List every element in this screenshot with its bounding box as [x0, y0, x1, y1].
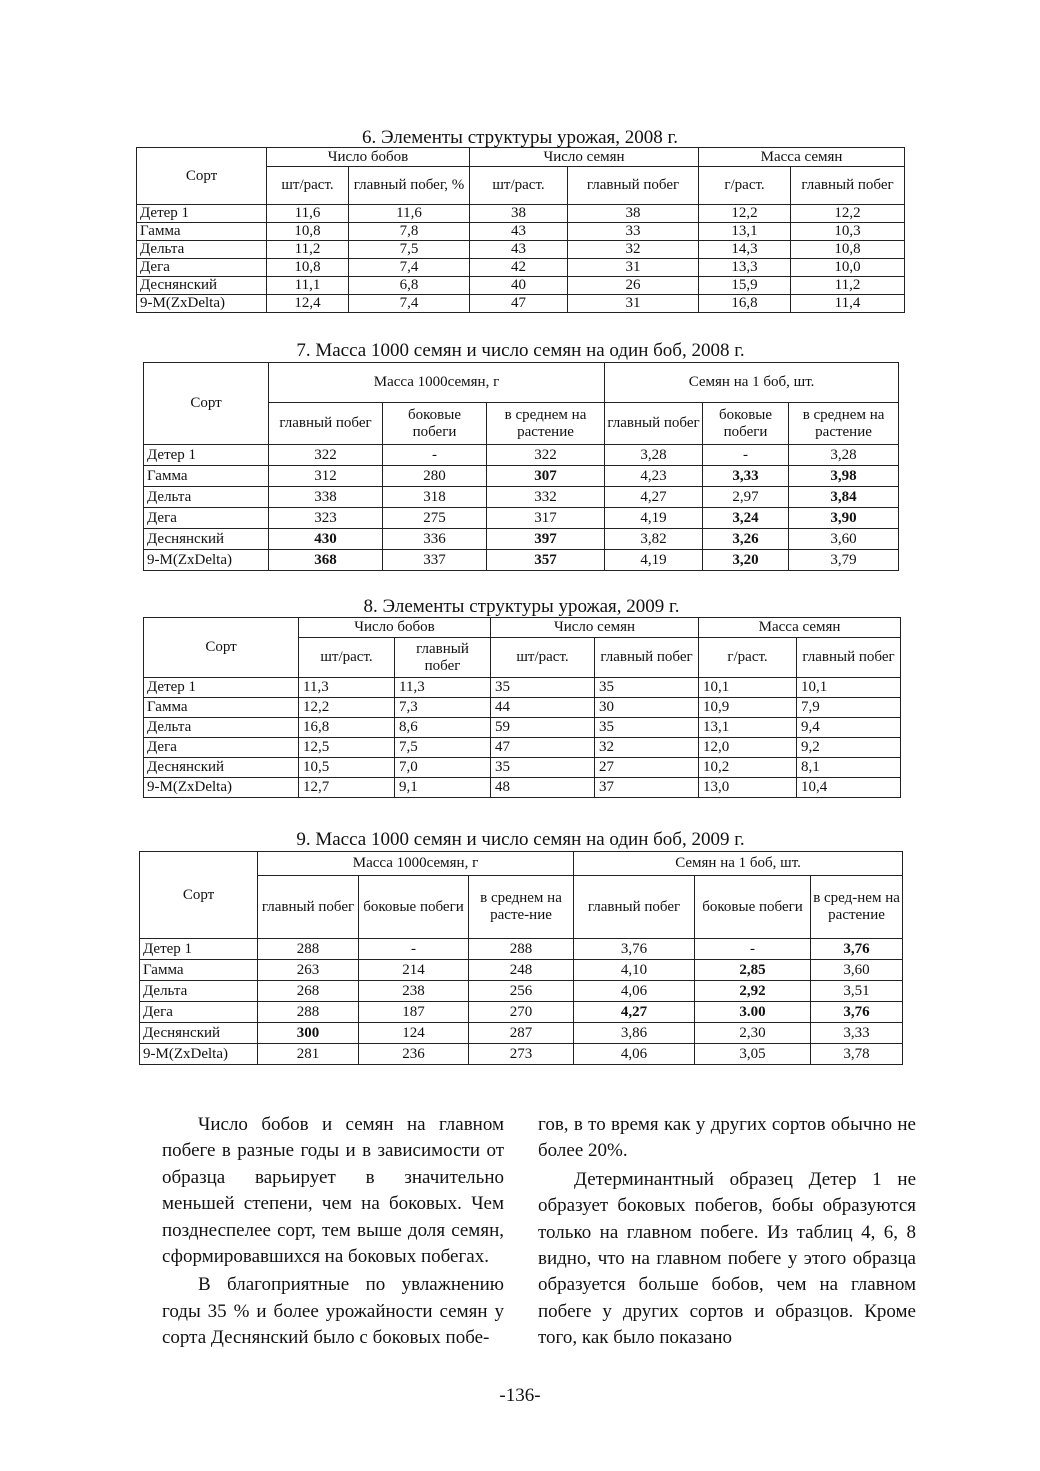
table-cell: 3,76 [811, 1002, 903, 1023]
table-row [137, 223, 905, 241]
table-row [144, 678, 901, 698]
table-cell: 318 [383, 487, 487, 508]
table-cell: 2,30 [695, 1023, 811, 1044]
table-cell: 9,1 [395, 778, 491, 798]
table-cell: 3,86 [574, 1023, 695, 1044]
table-cell: 323 [269, 508, 383, 529]
table9 [139, 851, 903, 1065]
table-cell: 3,33 [811, 1023, 903, 1044]
table-cell: 4,19 [605, 508, 703, 529]
row-label: Детер 1 [137, 205, 267, 223]
table-cell: 7,4 [349, 259, 470, 277]
table-cell: 12,7 [299, 778, 395, 798]
header-mass: Масса семян [699, 618, 901, 638]
table-row [137, 295, 905, 313]
table6-caption: 6. Элементы структуры урожая, 2008 г. [362, 127, 678, 148]
table-cell: 12,0 [699, 738, 797, 758]
table-cell: 12,4 [267, 295, 349, 313]
table8-caption: 8. Элементы структуры урожая, 2009 г. [363, 596, 680, 617]
table-cell: 2,85 [695, 960, 811, 981]
subheader: г/раст. [699, 167, 791, 205]
subheader: г/раст. [699, 638, 797, 678]
table-row [140, 1044, 903, 1065]
table-row [144, 445, 899, 466]
table-cell: 10,1 [797, 678, 901, 698]
header-seeds-per-pod: Семян на 1 боб, шт. [574, 852, 903, 876]
table-cell: 3,05 [695, 1044, 811, 1065]
table-cell: 7,3 [395, 698, 491, 718]
table-cell: 214 [359, 960, 469, 981]
table-cell: 288 [469, 939, 574, 960]
table-row [140, 981, 903, 1002]
table-cell: 4,06 [574, 1044, 695, 1065]
table-cell: 338 [269, 487, 383, 508]
table-cell: 9,2 [797, 738, 901, 758]
table-cell: - [695, 939, 811, 960]
table6 [136, 147, 905, 313]
table-cell: 43 [470, 241, 568, 259]
subheader: главный побег [791, 167, 905, 205]
table-cell: 270 [469, 1002, 574, 1023]
row-label: Деснянский [137, 277, 267, 295]
table-cell: 33 [568, 223, 699, 241]
table-cell: 357 [487, 550, 605, 571]
table-cell: 3,76 [574, 939, 695, 960]
row-label: 9-M(ZxDelta) [144, 550, 269, 571]
header-seeds: Число семян [470, 148, 699, 167]
header-pods: Число бобов [299, 618, 491, 638]
table-cell: - [703, 445, 789, 466]
table-cell: 187 [359, 1002, 469, 1023]
row-label: Деснянский [144, 758, 299, 778]
table-cell: 11,3 [395, 678, 491, 698]
table-cell: 11,6 [267, 205, 349, 223]
table-row [144, 550, 899, 571]
row-label: 9-M(ZxDelta) [140, 1044, 258, 1065]
table-row [144, 466, 899, 487]
table-row [137, 259, 905, 277]
table-cell: 35 [595, 718, 699, 738]
table-cell: 26 [568, 277, 699, 295]
table-cell: 10,5 [299, 758, 395, 778]
row-label: Детер 1 [140, 939, 258, 960]
table-cell: 300 [258, 1023, 359, 1044]
table-row [144, 758, 901, 778]
table-cell: 3,82 [605, 529, 703, 550]
table-cell: 268 [258, 981, 359, 1002]
table-row [144, 508, 899, 529]
row-label: Дельта [140, 981, 258, 1002]
subheader: шт/раст. [299, 638, 395, 678]
row-label: Дельта [137, 241, 267, 259]
subheader: шт/раст. [491, 638, 595, 678]
table-cell: 263 [258, 960, 359, 981]
table-cell: 31 [568, 295, 699, 313]
header-mass1000: Масса 1000семян, г [269, 363, 605, 403]
table-cell: 48 [491, 778, 595, 798]
subheader: главный побег [595, 638, 699, 678]
subheader: главный побег [574, 876, 695, 939]
table-cell: 8,1 [797, 758, 901, 778]
table-row [144, 698, 901, 718]
table-cell: 12,2 [299, 698, 395, 718]
table-cell: 10,4 [797, 778, 901, 798]
table-cell: 27 [595, 758, 699, 778]
row-label: Дельта [144, 487, 269, 508]
table-cell: 16,8 [699, 295, 791, 313]
table-cell: 47 [491, 738, 595, 758]
page-number: -136- [499, 1385, 541, 1406]
table-cell: 16,8 [299, 718, 395, 738]
table-cell: 287 [469, 1023, 574, 1044]
table-cell: 10,8 [267, 223, 349, 241]
paragraph: В благоприятные по увлажнению годы 35 % и более урожайности семян у сорта Деснянский было с боковых побе- [162, 1274, 504, 1349]
table-cell: 10,1 [699, 678, 797, 698]
subheader: главный побег [797, 638, 901, 678]
table-cell: 10,3 [791, 223, 905, 241]
table-cell: 3,60 [811, 960, 903, 981]
table-cell: 6,8 [349, 277, 470, 295]
table-cell: 4,27 [605, 487, 703, 508]
table-cell: 38 [470, 205, 568, 223]
row-label: Дега [140, 1002, 258, 1023]
table-row [144, 487, 899, 508]
table-cell: 11,2 [791, 277, 905, 295]
table-cell: 40 [470, 277, 568, 295]
table-row [140, 939, 903, 960]
table-cell: 337 [383, 550, 487, 571]
subheader: боковые побеги [383, 403, 487, 445]
table-row [140, 1023, 903, 1044]
table-cell: 332 [487, 487, 605, 508]
header-seeds-per-pod: Семян на 1 боб, шт. [605, 363, 899, 403]
table9-caption: 9. Масса 1000 семян и число семян на один боб, 2009 г. [296, 829, 745, 850]
table-cell: 3,28 [605, 445, 703, 466]
row-label: Дельта [144, 718, 299, 738]
table-row [137, 205, 905, 223]
table-cell: 10,8 [267, 259, 349, 277]
subheader: боковые побеги [695, 876, 811, 939]
table-cell: 7,8 [349, 223, 470, 241]
table-cell: 317 [487, 508, 605, 529]
table-cell: 13,1 [699, 223, 791, 241]
table-cell: 11,2 [267, 241, 349, 259]
table-row [144, 778, 901, 798]
table-cell: 4,23 [605, 466, 703, 487]
subheader: в среднем на расте-ние [469, 876, 574, 939]
text-column-right [538, 1112, 916, 1352]
table-cell: 47 [470, 295, 568, 313]
table7-caption: 7. Масса 1000 семян и число семян на один боб, 2008 г. [296, 340, 745, 361]
header-mass1000: Масса 1000семян, г [258, 852, 574, 876]
table-cell: 307 [487, 466, 605, 487]
row-label: Гамма [140, 960, 258, 981]
table-cell: 44 [491, 698, 595, 718]
table-cell: 35 [595, 678, 699, 698]
row-label: Гамма [137, 223, 267, 241]
table-row [137, 277, 905, 295]
table-cell: 236 [359, 1044, 469, 1065]
table-cell: 397 [487, 529, 605, 550]
table-cell: 3,24 [703, 508, 789, 529]
table-cell: 3,76 [811, 939, 903, 960]
table-row [140, 960, 903, 981]
subheader: в среднем на растение [789, 403, 899, 445]
table-cell: 3,98 [789, 466, 899, 487]
table-cell: 13,1 [699, 718, 797, 738]
table-cell: 59 [491, 718, 595, 738]
table-cell: 322 [269, 445, 383, 466]
row-label: 9-M(ZxDelta) [137, 295, 267, 313]
table-cell: 11,1 [267, 277, 349, 295]
table-cell: 42 [470, 259, 568, 277]
table-cell: 3,78 [811, 1044, 903, 1065]
table-cell: 368 [269, 550, 383, 571]
table-cell: 273 [469, 1044, 574, 1065]
table-cell: 288 [258, 939, 359, 960]
table7 [143, 362, 899, 571]
table-cell: 4,06 [574, 981, 695, 1002]
table-cell: 238 [359, 981, 469, 1002]
table8 [143, 617, 901, 798]
subheader: боковые побеги [703, 403, 789, 445]
table-cell: 12,5 [299, 738, 395, 758]
paragraph: гов, в то время как у других сортов обычно не более 20%. [538, 1114, 916, 1162]
table-cell: 15,9 [699, 277, 791, 295]
table-cell: 4,27 [574, 1002, 695, 1023]
table-cell: 3,20 [703, 550, 789, 571]
header-sort: Сорт [137, 148, 267, 205]
table-cell: 3,79 [789, 550, 899, 571]
table-cell: 336 [383, 529, 487, 550]
table-cell: 322 [487, 445, 605, 466]
paragraph: Число бобов и семян на главном побеге в разные годы и в зависимости от образца варьирует в значительно меньшей степени, чем на боковых. Чем позднеспелее сорт, тем выше доля семян, сформировавшихся на боковых побегах. [162, 1114, 504, 1268]
table-cell: 11,4 [791, 295, 905, 313]
row-label: Деснянский [144, 529, 269, 550]
subheader: главный побег [395, 638, 491, 678]
table-cell: 2,92 [695, 981, 811, 1002]
table-cell: 13,0 [699, 778, 797, 798]
text-column-left [162, 1112, 504, 1352]
table-cell: 10,0 [791, 259, 905, 277]
table-cell: 3,51 [811, 981, 903, 1002]
table-cell: 3.00 [695, 1002, 811, 1023]
table-cell: 12,2 [699, 205, 791, 223]
table-cell: 280 [383, 466, 487, 487]
table-cell: - [359, 939, 469, 960]
table-cell: 275 [383, 508, 487, 529]
table-cell: 7,9 [797, 698, 901, 718]
subheader: главный побег [258, 876, 359, 939]
table-row [144, 738, 901, 758]
table-cell: 10,9 [699, 698, 797, 718]
row-label: Дега [137, 259, 267, 277]
table-cell: 37 [595, 778, 699, 798]
row-label: Гамма [144, 466, 269, 487]
table-row [144, 529, 899, 550]
table-cell: 32 [595, 738, 699, 758]
table-cell: 7,0 [395, 758, 491, 778]
table-cell: 3,28 [789, 445, 899, 466]
paragraph: Детерминантный образец Детер 1 не образует боковых побегов, бобы образуются только на главном побеге. Из таблиц 4, 6, 8 видно, что на главном побеге у этого образца образуется больше бобов, чем на главном побеге у других сортов и образцов. Кроме того, как было показано [538, 1168, 916, 1349]
subheader: главный побег [605, 403, 703, 445]
table-row [144, 718, 901, 738]
table-row [137, 241, 905, 259]
table-cell: 7,5 [395, 738, 491, 758]
subheader: боковые побеги [359, 876, 469, 939]
table-cell: 30 [595, 698, 699, 718]
header-sort: Сорт [144, 618, 299, 678]
subheader: в среднем на растение [487, 403, 605, 445]
table-cell: 256 [469, 981, 574, 1002]
table-cell: 32 [568, 241, 699, 259]
table-cell: 3,90 [789, 508, 899, 529]
table-cell: 2,97 [703, 487, 789, 508]
table-cell: 7,5 [349, 241, 470, 259]
table-cell: 288 [258, 1002, 359, 1023]
subheader: в сред-нем на растение [811, 876, 903, 939]
subheader: шт/раст. [470, 167, 568, 205]
row-label: Детер 1 [144, 678, 299, 698]
row-label: Дега [144, 738, 299, 758]
table-cell: 35 [491, 758, 595, 778]
table-cell: 3,60 [789, 529, 899, 550]
table-cell: 4,10 [574, 960, 695, 981]
header-sort: Сорт [144, 363, 269, 445]
subheader: главный побег [269, 403, 383, 445]
header-pods: Число бобов [267, 148, 470, 167]
table-cell: 11,6 [349, 205, 470, 223]
table-cell: 43 [470, 223, 568, 241]
table-cell: 3,33 [703, 466, 789, 487]
row-label: Гамма [144, 698, 299, 718]
table-cell: 124 [359, 1023, 469, 1044]
header-mass: Масса семян [699, 148, 905, 167]
table-cell: - [383, 445, 487, 466]
table-cell: 8,6 [395, 718, 491, 738]
table-cell: 11,3 [299, 678, 395, 698]
row-label: 9-M(ZxDelta) [144, 778, 299, 798]
table-cell: 10,8 [791, 241, 905, 259]
row-label: Дега [144, 508, 269, 529]
table-cell: 38 [568, 205, 699, 223]
table-cell: 281 [258, 1044, 359, 1065]
row-label: Деснянский [140, 1023, 258, 1044]
table-cell: 9,4 [797, 718, 901, 738]
header-seeds: Число семян [491, 618, 699, 638]
row-label: Детер 1 [144, 445, 269, 466]
table-cell: 13,3 [699, 259, 791, 277]
table-cell: 10,2 [699, 758, 797, 778]
table-cell: 12,2 [791, 205, 905, 223]
table-cell: 3,84 [789, 487, 899, 508]
subheader: шт/раст. [267, 167, 349, 205]
subheader: главный побег [568, 167, 699, 205]
table-cell: 35 [491, 678, 595, 698]
table-row [140, 1002, 903, 1023]
table-cell: 7,4 [349, 295, 470, 313]
table-cell: 31 [568, 259, 699, 277]
table-cell: 14,3 [699, 241, 791, 259]
table-cell: 4,19 [605, 550, 703, 571]
table-cell: 3,26 [703, 529, 789, 550]
subheader: главный побег, % [349, 167, 470, 205]
header-sort: Сорт [140, 852, 258, 939]
table-cell: 248 [469, 960, 574, 981]
table-cell: 430 [269, 529, 383, 550]
table-cell: 312 [269, 466, 383, 487]
